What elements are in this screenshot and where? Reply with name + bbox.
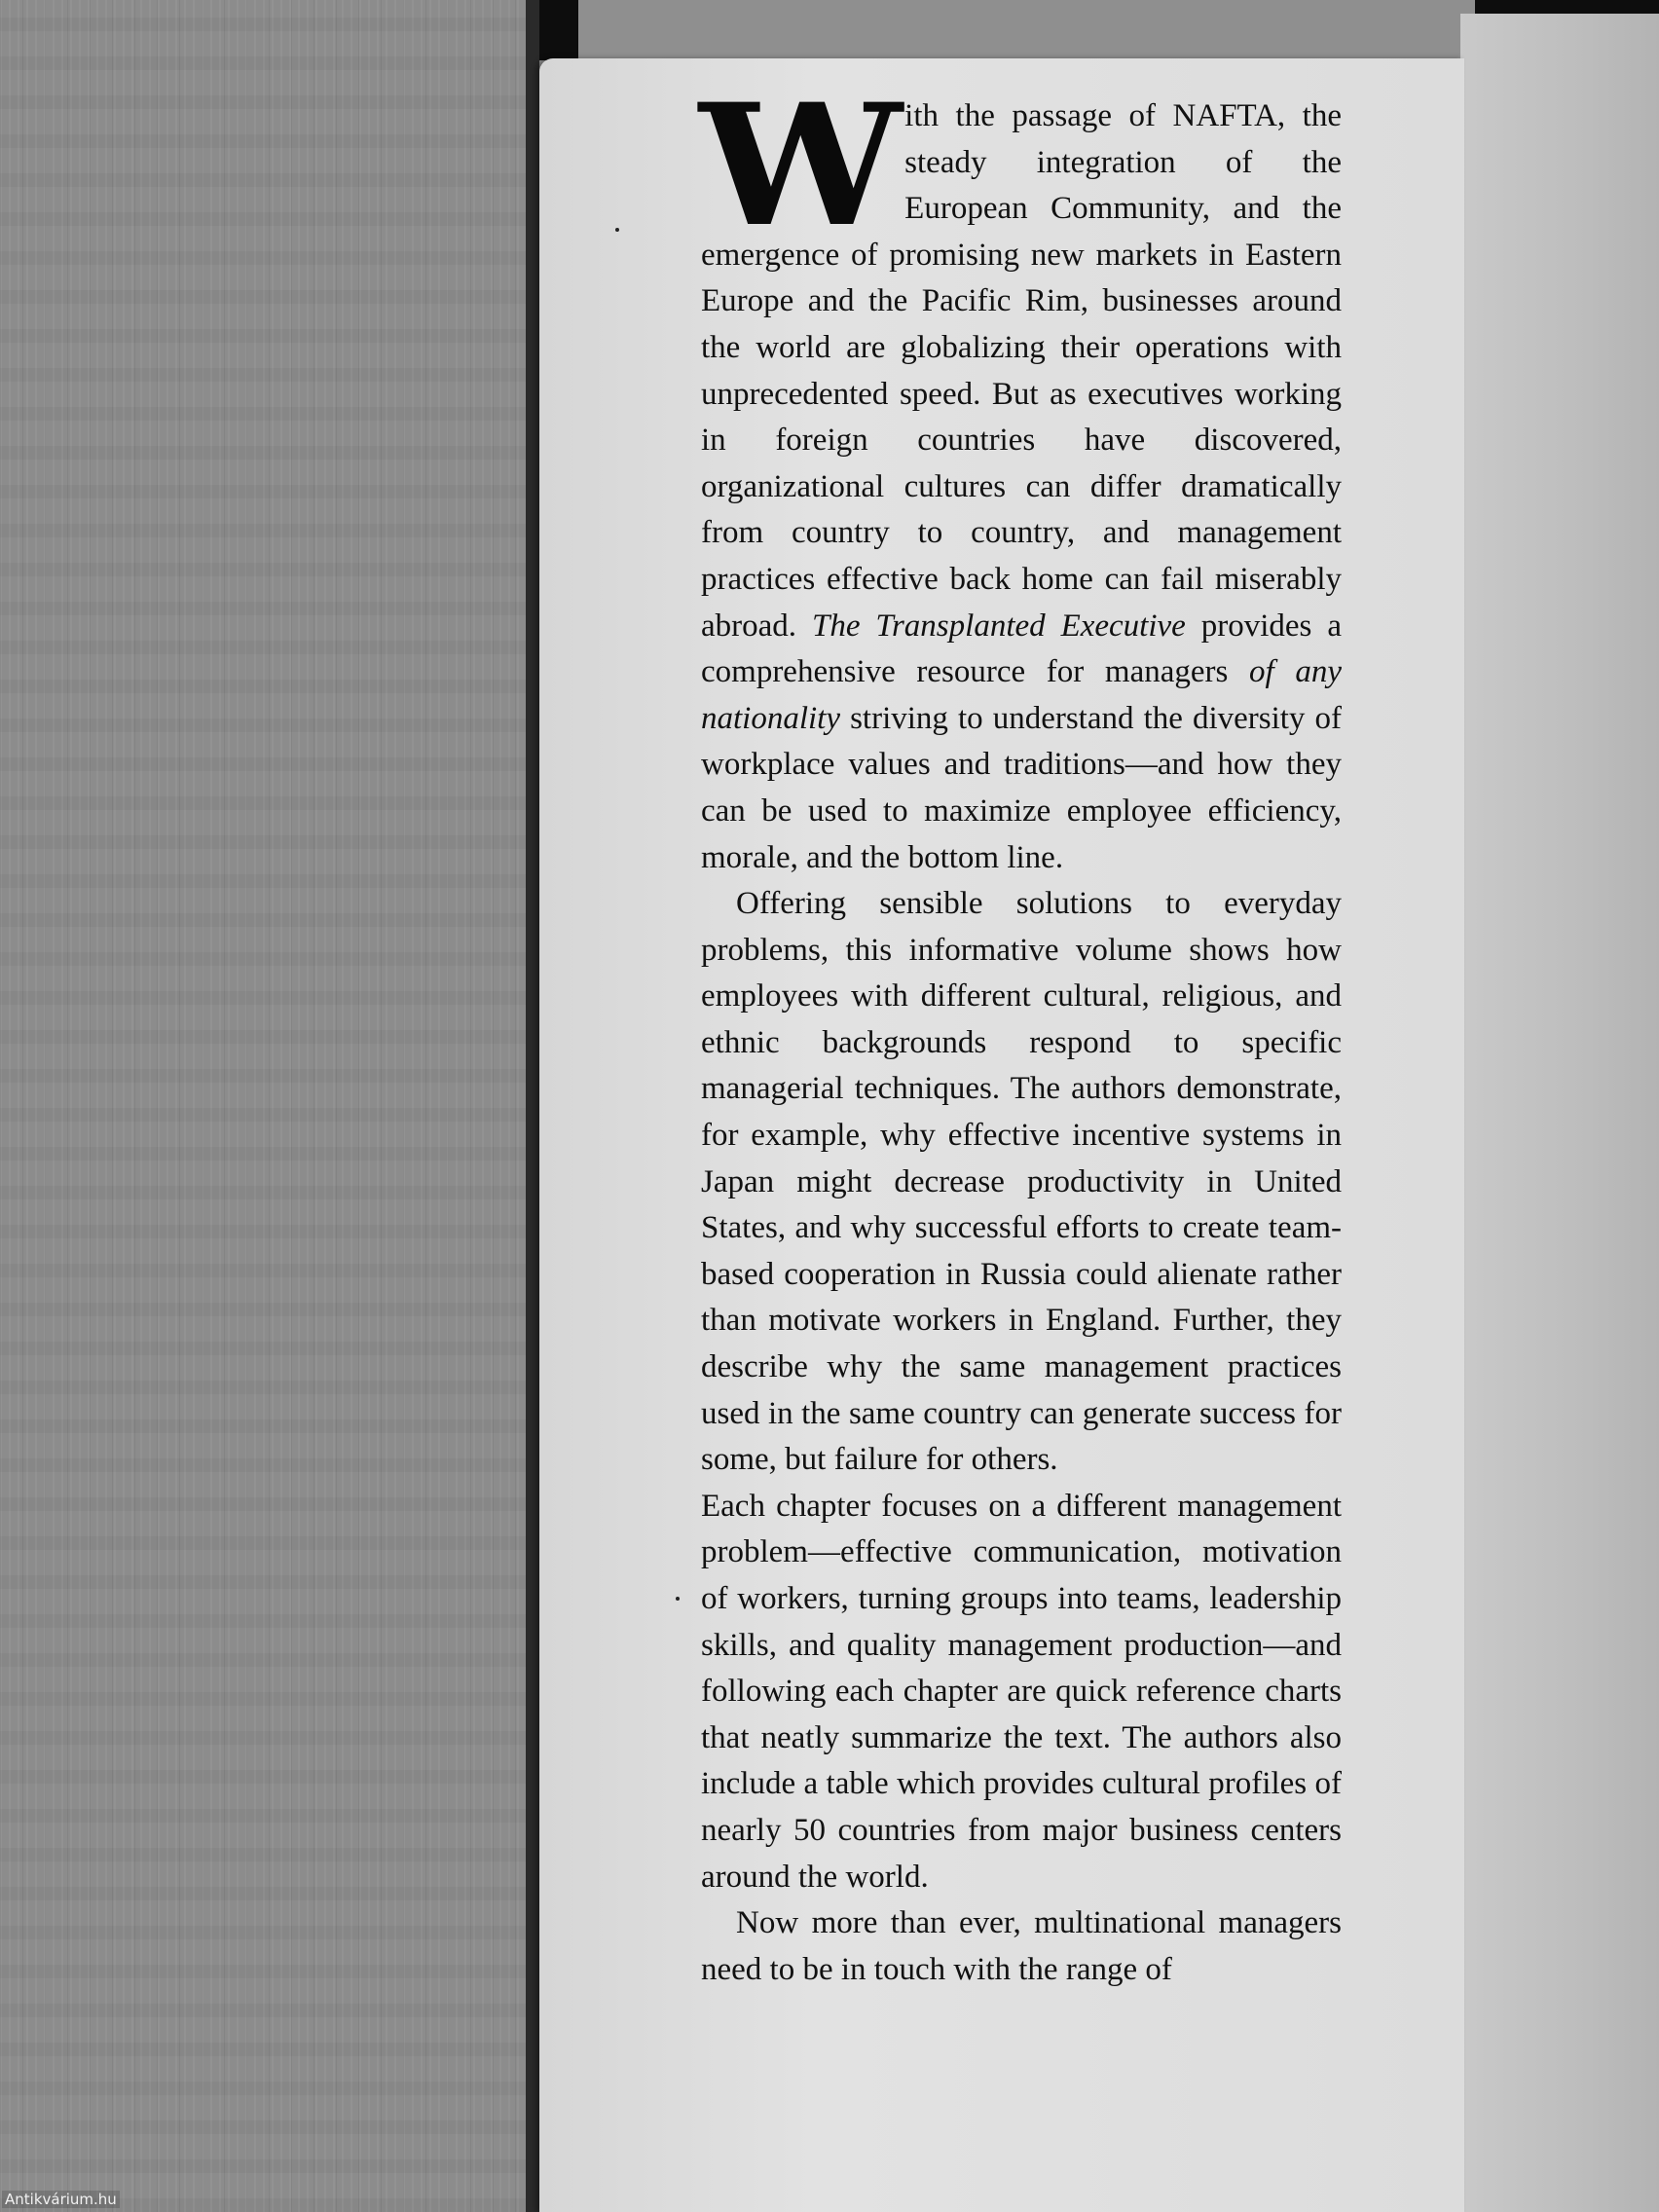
speck-mark <box>676 1597 680 1601</box>
top-right-dark-edge <box>1475 0 1659 14</box>
blurb-paragraph-1 <box>699 66 1342 881</box>
speck-mark <box>615 228 619 232</box>
watermark-logo: Antikvárium.hu <box>2 2191 120 2208</box>
right-background-strip <box>1460 14 1659 2212</box>
blurb-paragraph-3: Each chapter focuses on a different management problem—effective communication, motivation of workers, turning groups into teams, leadership skills, and quality management production—and following each chapter are quick reference charts that neatly summarize the text. The authors also include a table which provides cultural profiles of nearly 50 countries from major business centers around the world. <box>701 1488 1342 1895</box>
book-title: The Transplanted Executive <box>811 608 1186 644</box>
paragraph-1-middle: provides a comprehensive resource for managers <box>701 608 1342 690</box>
paragraph-1-start: ith the passage of NAFTA, the steady integration of the European Community, and the emergence of promising new markets in Eastern Europe and the Pacific Rim, businesses around the world are globalizing their operations with unprecedented speed. But as executives working in foreign countries have discovered, organizational cultures can differ dramatically from country to country, and management practices effective back home can fail miserably abroad. <box>701 98 1342 644</box>
left-background-board <box>0 0 526 2212</box>
paragraph-1-end: striving to understand the diversity of workplace values and traditions—and how they can be used to maximize employee efficiency, morale, and the bottom line. <box>701 700 1342 875</box>
emphasis-text: of any nationality <box>701 654 1342 736</box>
blurb-paragraph-2: Offering sensible solutions to everyday problems, this informative volume shows how employees with different cultural, religious, and ethnic backgrounds respond to specific managerial techniques. The authors demonstrate, for example, why effective incentive systems in Japan might decrease productivity in United States, and why successful efforts to create team-based cooperation in Russia could alienate rather than motivate workers in England. Further, they describe why the same management practices used in the same country can generate success for some, but failure for others. <box>701 886 1342 1478</box>
drop-cap: W <box>699 66 903 264</box>
blurb-paragraph-4: Now more than ever, multinational managers need to be in touch with the range of <box>701 1905 1342 1987</box>
top-left-dark-corner <box>539 0 578 60</box>
page-edge-shadow <box>526 0 539 2212</box>
blurb-text-column <box>699 66 1342 1993</box>
